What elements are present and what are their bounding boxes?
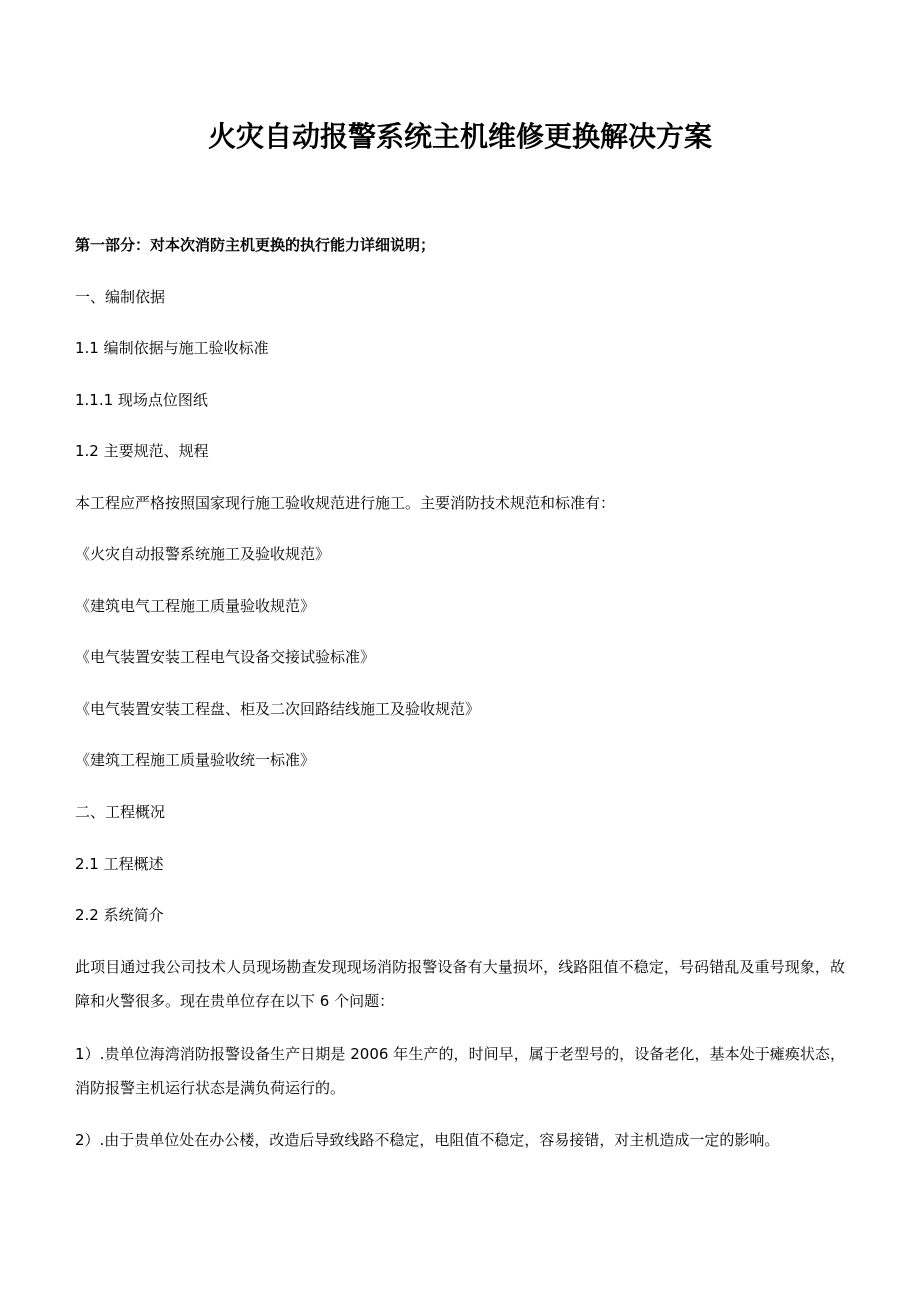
subsection-heading: 2.1 工程概述 <box>75 855 164 873</box>
subsection-heading: 1.2 主要规范、规程 <box>75 442 209 460</box>
section-heading: 二、工程概况 <box>75 803 166 821</box>
part-one-heading: 第一部分：对本次消防主机更换的执行能力详细说明； <box>75 236 436 254</box>
subsection-heading: 1.1 编制依据与施工验收标准 <box>75 339 269 357</box>
standard-reference: 《建筑电气工程施工质量验收规范》 <box>75 597 316 615</box>
subsection-heading: 1.1.1 现场点位图纸 <box>75 391 208 409</box>
subsection-heading: 2.2 系统简介 <box>75 906 164 924</box>
standard-reference: 《火灾自动报警系统施工及验收规范》 <box>75 545 331 563</box>
body-paragraph: 本工程应严格按照国家现行施工验收规范进行施工。主要消防技术规范和标准有： <box>75 494 616 512</box>
section-heading: 一、编制依据 <box>75 288 166 306</box>
document-title: 火灾自动报警系统主机维修更换解决方案 <box>207 120 712 153</box>
standard-reference: 《电气装置安装工程盘、柜及二次回路结线施工及验收规范》 <box>75 700 481 718</box>
numbered-issue: 1）.贵单位海湾消防报警设备生产日期是 2006 年生产的，时间早，属于老型号的，设备老化，基本处于瘫痪状态，消防报警主机运行状态是满负荷运行的。 <box>75 1045 845 1097</box>
standard-reference: 《建筑工程施工质量验收统一标准》 <box>75 751 316 769</box>
numbered-issue: 2）.由于贵单位处在办公楼，改造后导致线路不稳定，电阻值不稳定，容易接错，对主机造成一定的影响。 <box>75 1131 780 1149</box>
body-paragraph: 此项目通过我公司技术人员现场勘查发现现场消防报警设备有大量损坏，线路阻值不稳定，号码错乱及重号现象，故障和火警很多。现在贵单位存在以下 6 个问题： <box>75 958 845 1010</box>
standard-reference: 《电气装置安装工程电气设备交接试验标准》 <box>75 648 376 666</box>
